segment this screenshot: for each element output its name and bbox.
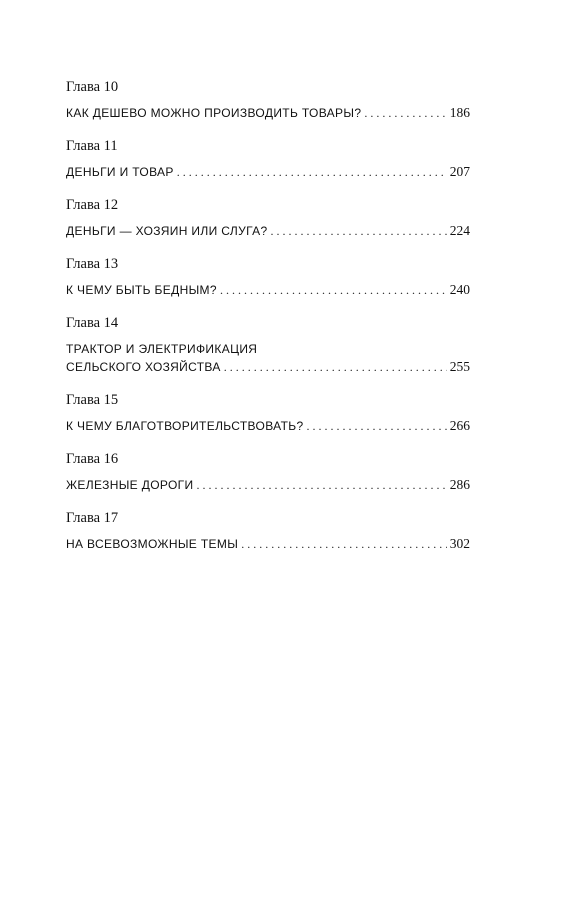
chapter-label: Глава 12: [66, 197, 119, 213]
chapter-title-row: [66, 222, 470, 240]
page-number: 186: [449, 105, 470, 120]
chapter-label: Глава 14: [66, 315, 119, 331]
chapter-title-row: [66, 104, 470, 122]
chapter-label: Глава 17: [66, 510, 119, 526]
chapter-title: К ЧЕМУ БЫТЬ БЕДНЫМ?: [66, 283, 217, 297]
dot-leader: [271, 222, 447, 240]
chapter-title: ДЕНЬГИ — ХОЗЯИН ИЛИ СЛУГА?: [66, 224, 268, 238]
chapter-title: КАК ДЕШЕВО МОЖНО ПРОИЗВОДИТЬ ТОВАРЫ?: [66, 106, 362, 120]
toc-entry-chapter-16: [66, 450, 470, 494]
table-of-contents: [66, 78, 470, 568]
chapter-title-row: [66, 476, 470, 494]
page-number: 286: [449, 477, 470, 492]
toc-entry-chapter-15: [66, 391, 470, 435]
dot-leader: [241, 535, 447, 553]
page-number: 207: [449, 164, 470, 179]
toc-entry-chapter-12: [66, 196, 470, 240]
chapter-title: ДЕНЬГИ И ТОВАР: [66, 165, 174, 179]
page-number: 255: [449, 359, 470, 374]
chapter-label: Глава 16: [66, 451, 119, 467]
chapter-title-row: [66, 281, 470, 299]
chapter-title-line-1: ТРАКТОР И ЭЛЕКТРИФИКАЦИЯ: [66, 342, 258, 356]
chapter-label: Глава 13: [66, 256, 119, 272]
dot-leader: [220, 281, 447, 299]
chapter-title-row: [66, 535, 470, 553]
page-number: 224: [449, 223, 470, 238]
chapter-title-row: [66, 358, 470, 376]
dot-leader: [196, 476, 446, 494]
chapter-title-row: [66, 163, 470, 181]
dot-leader: [307, 417, 447, 435]
chapter-title: НА ВСЕВОЗМОЖНЫЕ ТЕМЫ: [66, 537, 239, 551]
chapter-title-row: [66, 417, 470, 435]
chapter-title: К ЧЕМУ БЛАГОТВОРИТЕЛЬСТВОВАТЬ?: [66, 419, 304, 433]
chapter-title: ЖЕЛЕЗНЫЕ ДОРОГИ: [66, 478, 194, 492]
toc-entry-chapter-10: [66, 78, 470, 122]
toc-entry-chapter-17: [66, 509, 470, 553]
page-number: 302: [449, 536, 470, 551]
dot-leader: [364, 104, 446, 122]
chapter-label: Глава 15: [66, 392, 119, 408]
chapter-label: Глава 11: [66, 138, 118, 154]
dot-leader: [224, 358, 447, 376]
toc-entry-chapter-11: [66, 137, 470, 181]
chapter-title-line-2: СЕЛЬСКОГО ХОЗЯЙСТВА: [66, 360, 221, 374]
page-number: 266: [449, 418, 470, 433]
chapter-label: Глава 10: [66, 79, 119, 95]
toc-entry-chapter-14: [66, 314, 470, 376]
dot-leader: [177, 163, 447, 181]
toc-entry-chapter-13: [66, 255, 470, 299]
page-number: 240: [449, 282, 470, 297]
